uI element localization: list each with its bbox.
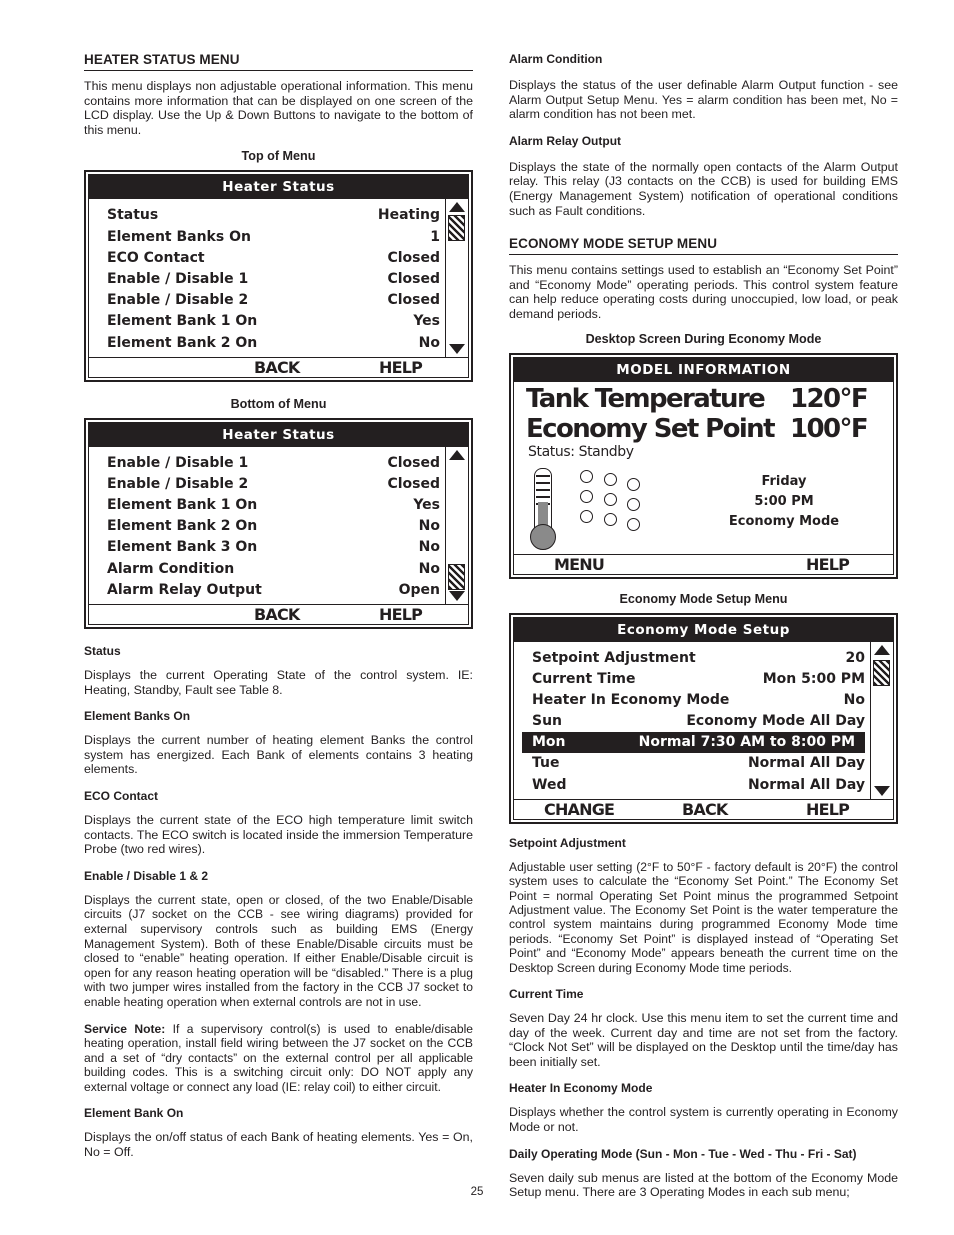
fig-desktop-caption: Desktop Screen During Economy Mode	[585, 331, 822, 346]
alarm-text: Displays the status of the user definable Alarm Output function - see Alarm Output Setup Menu. Yes = alarm condition has been met, No = alarm condition has not been met.	[509, 78, 898, 122]
lcd-row: Element Bank 3 On No	[107, 539, 440, 556]
heater-status-intro: This menu displays non adjustable operational information. This menu contains more information that can be displayed on one screen of the LCD display. Use the Up & Down Buttons to navigate to the bottom of this menu.	[84, 79, 473, 137]
lcd-row: Element Bank 2 On No	[107, 334, 440, 351]
softkey-bar	[89, 357, 468, 377]
change-softkey: CHANGE	[544, 799, 615, 819]
menu-softkey: MENU	[554, 554, 605, 574]
lcd-row: Current Time Mon 5:00 PM	[532, 670, 865, 687]
help-softkey: HELP	[379, 357, 423, 377]
scrollbar	[870, 642, 893, 799]
time-subheading: Current Time	[509, 987, 584, 1002]
scroll-down-arrow-icon	[449, 591, 465, 601]
service-note-label: Service Note:	[84, 1021, 166, 1036]
lcd-row: Element Banks On 1	[107, 228, 440, 245]
eco-subheading: ECO Contact	[84, 788, 159, 803]
page-number: 25	[470, 1186, 484, 1198]
bank-text: Displays the on/off status of each Bank of heating elements. Yes = On, No = Off.	[84, 1130, 473, 1160]
lcd-row: Alarm Condition No	[107, 560, 440, 577]
economy-setpoint-value: 100°F	[790, 413, 868, 444]
lcd-row: Tue Normal All Day	[532, 755, 865, 772]
lcd-title: Heater Status	[89, 423, 468, 447]
bank-subheading: Element Bank On	[84, 1106, 184, 1121]
lcd-row: Enable / Disable 1 Closed	[107, 454, 440, 471]
scroll-thumb	[448, 564, 465, 590]
back-softkey: BACK	[254, 605, 300, 624]
lcd-heater-status-top	[84, 170, 473, 381]
enable-text: Displays the current state, open or closed, of the two Enable/Disable circuits (J7 socket on the CCB - see wiring diagrams) provided for external supervisory controls such as building EMS (Energy Management System). Both of these Enable/Disable circuits must be closed to “enable” heating operation. If either Enable/Disable circuit is open for any reason heating operation will be “disabled.” There is a plug with two jumper wires installed from the factory in the CCB J7 socket to enable heating operation when external controls are not in use.	[84, 892, 473, 1009]
lcd-row: Wed Normal All Day	[532, 776, 865, 793]
lcd-economy-setup	[509, 613, 898, 824]
time-text: 5:00 PM	[754, 493, 814, 509]
econ-text: Displays whether the control system is currently operating in Economy Mode or not.	[509, 1105, 898, 1135]
tank-temp-value: 120°F	[790, 383, 868, 414]
lcd-row: Status Heating	[107, 207, 440, 224]
time-text: Seven Day 24 hr clock. Use this menu item to set the current time and day of the week. Current day and time are not set from the factory. “Clock Not Set” will be displayed on the Desktop until the time/day has been initially set.	[509, 1011, 898, 1069]
relay-text: Displays the state of the normally open contacts of the Alarm Output relay. This relay (J3 contacts on the CCB) is used for building EMS (Energy Management System) notification of operational conditions such as Fault conditions.	[509, 159, 898, 218]
lcd-heater-status-bottom	[84, 418, 473, 629]
left-column	[84, 52, 473, 1172]
enable-subheading: Enable / Disable 1 & 2	[84, 868, 209, 883]
banks-subheading: Element Banks On	[84, 709, 191, 724]
service-note-text: If a supervisory control(s) is used to enable/disable heating operation, install field wiring between the J7 socket on the CCB and a set of “dry contacts” on the external control per all applicable building codes. This is a switching circuit only: DO NOT apply any external voltage or connect any load (IE: relay coil) to either circuit.	[84, 1021, 473, 1094]
softkey-bar	[89, 604, 468, 624]
economy-heading: ECONOMY MODE SETUP MENU	[509, 236, 898, 255]
scroll-up-arrow-icon	[449, 202, 465, 212]
lcd-row: Alarm Relay Output Open	[107, 581, 440, 598]
scroll-thumb	[448, 215, 465, 241]
lcd-row: Element Bank 1 On Yes	[107, 497, 440, 514]
desktop-body	[514, 382, 893, 554]
softkey-bar	[514, 799, 893, 819]
fig-top-caption: Top of Menu	[241, 149, 316, 164]
scroll-down-arrow-icon	[874, 786, 890, 796]
lcd-row: Heater In Economy Mode No	[532, 691, 865, 708]
lcd-row-selected: Mon Normal 7:30 AM to 8:00 PM	[522, 732, 865, 753]
setpoint-text: Adjustable user setting (2°F to 50°F - factory default is 20°F) the control system uses to calculate the “Economy Set Point.” The Economy Set Point = normal Operating Set Point minus the programmed Setpoint Adjustment value. The Economy Set Point is the water temperature the control system maintains during programmed Economy Mode time periods. “Economy Set Point” is displayed instead of “Operating Set Point” and “Economy Mode” appears beneath the current time on the Desktop Screen during Economy Mode time periods.	[509, 859, 898, 975]
setpoint-subheading: Setpoint Adjustment	[509, 835, 626, 850]
scroll-down-arrow-icon	[449, 344, 465, 354]
scroll-thumb	[873, 660, 890, 686]
status-text: Displays the current Operating State of the control system. IE: Heating, Standby, Fault see Table 8.	[84, 668, 473, 697]
lcd-row: Enable / Disable 2 Closed	[107, 292, 440, 309]
lcd-row: Sun Economy Mode All Day	[532, 713, 865, 730]
help-softkey: HELP	[379, 605, 423, 624]
status-subheading: Status	[84, 644, 121, 658]
right-column	[509, 52, 898, 1212]
lcd-row: Setpoint Adjustment 20	[532, 649, 865, 666]
status-line: Status: Standby	[528, 443, 634, 460]
lcd-title: Heater Status	[89, 175, 468, 199]
lcd-row: Element Bank 2 On No	[107, 518, 440, 535]
fig-bottom-caption: Bottom of Menu	[230, 396, 327, 411]
eco-text: Displays the current state of the ECO high temperature limit switch contacts. The ECO switch is located inside the immersion Temperature Probe (two red wires).	[84, 812, 473, 857]
tank-temp-label: Tank Temperature	[526, 383, 765, 414]
lcd-row: Element Bank 1 On Yes	[107, 313, 440, 330]
service-note	[84, 1022, 473, 1095]
help-softkey: HELP	[806, 554, 850, 574]
relay-subheading: Alarm Relay Output	[509, 133, 622, 148]
daily-subheading: Daily Operating Mode (Sun - Mon - Tue - Wed - Thu - Fri - Sat)	[509, 1146, 857, 1161]
back-softkey: BACK	[682, 799, 728, 819]
softkey-bar	[514, 554, 893, 574]
fig-economy-caption: Economy Mode Setup Menu	[619, 591, 788, 606]
back-softkey: BACK	[254, 357, 300, 377]
lcd-title: MODEL INFORMATION	[514, 358, 893, 382]
heater-status-heading: HEATER STATUS MENU	[84, 52, 473, 71]
lcd-row: Enable / Disable 1 Closed	[107, 270, 440, 287]
economy-setpoint-label: Economy Set Point	[526, 413, 774, 444]
banks-text: Displays the current number of heating element Banks the control system has energized. Each Bank of elements contains 3 heating elements.	[84, 733, 473, 777]
daily-text: Seven daily sub menus are listed at the bottom of the Economy Mode Setup menu. There are 3 Operating Modes in each sub menu;	[509, 1170, 898, 1200]
scrollbar	[445, 447, 468, 604]
scroll-up-arrow-icon	[874, 645, 890, 655]
scrollbar	[445, 199, 468, 356]
help-softkey: HELP	[806, 799, 850, 819]
scroll-up-arrow-icon	[449, 450, 465, 460]
lcd-row: ECO Contact Closed	[107, 249, 440, 266]
econ-subheading: Heater In Economy Mode	[509, 1081, 653, 1096]
lcd-row: Enable / Disable 2 Closed	[107, 475, 440, 492]
day-text: Friday	[761, 473, 807, 489]
alarm-subheading: Alarm Condition	[509, 52, 603, 66]
lcd-desktop-economy	[509, 353, 898, 579]
economy-intro: This menu contains settings used to establish an “Economy Set Point” and “Economy Mode” operating periods. This control system feature can help reduce operating costs during unoccupied, low load, or peak demand periods.	[509, 263, 898, 321]
lcd-title: Economy Mode Setup	[514, 618, 893, 642]
mode-text: Economy Mode	[728, 513, 840, 529]
